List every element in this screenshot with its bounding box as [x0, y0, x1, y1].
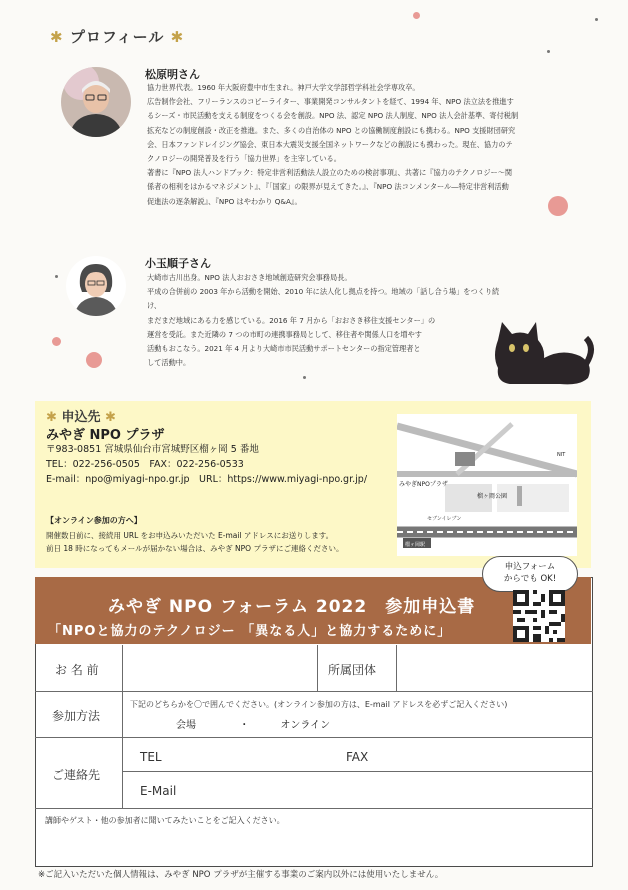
star-icon: ✱ [170, 28, 185, 46]
qr-code[interactable] [513, 590, 565, 642]
bio-line: して活動中。 [147, 358, 191, 368]
bubble-line: 申込フォーム [504, 562, 556, 572]
apply-org: みやぎ NPO プラザ [46, 428, 165, 443]
apply-email-url[interactable]: E-mail：npo@miyagi-npo.gr.jp URL：https://www.miyagi-npo.gr.jp/ [46, 474, 368, 485]
bio-line: 活動もおこなう。2021 年 4 月より大崎市市民活動サポートセンターの指定管理者と [147, 344, 421, 354]
profile-title [50, 26, 184, 47]
star-icon: ✱ [104, 410, 116, 425]
person1-name: 松原明さん [145, 68, 200, 81]
bio-line: 著書に『NPO 法人ハンドブック：特定非営利活動法人設立のための検討事項』、共著に『協力のテクノロジー〜関 [147, 168, 513, 178]
name-field[interactable] [123, 646, 316, 690]
map-station-label: 榴ヶ岡駅 [405, 542, 426, 548]
org-label: 所属団体 [328, 663, 377, 677]
profile-title-text: プロフィール [69, 28, 165, 46]
star-icon: ✱ [50, 28, 64, 46]
privacy-footer: ※ご記入いただいた個人情報は、みやぎ NPO プラザが主催する事業のご案内以外には使用いたしません。 [38, 870, 444, 880]
method-venue-option[interactable]: 会場 [176, 720, 196, 731]
bio-line: まだまだ地域にある力を感じている。2016 年 7 月から「おおさき移住支援センター」の [147, 315, 436, 325]
apply-title-text: 申込先 [61, 410, 101, 425]
avatar-kodama [66, 256, 126, 316]
person2-bio [147, 271, 507, 370]
tel-label: TEL [140, 750, 162, 764]
question-prompt: 講師やゲスト・他の参加者に聞いてみたいことをご記入ください。 [45, 816, 285, 825]
bio-line: 平成の合併前の 2003 年から活動を開始、2010 年に法人化し拠点を持つ。地域の「話し合う場」をつくり続け、 [147, 287, 500, 311]
decor-dot [413, 12, 420, 19]
form-subtitle: 「NPOと協力のテクノロジー 「異なる人」と協力するために」 [48, 624, 452, 639]
map-plaza-label: みやぎNPOプラザ [399, 481, 448, 488]
map-park-label: 榴ヶ岡公園 [477, 493, 508, 500]
bio-line: 会、日本ファンドレイジング協会、東日本大震災支援全国ネットワークなどの創設にも携わった。現在、協力のテ [147, 139, 513, 149]
bio-line: クノロジーの開発普及を行う「協力世界」を主宰している。 [147, 154, 341, 164]
decor-dot [52, 337, 61, 346]
question-field[interactable] [36, 828, 591, 864]
tel-field[interactable] [170, 740, 330, 770]
avatar-matsubara [61, 67, 131, 137]
online-line: 開催数日前に、接続用 URL をお申込みいただいた E-mail アドレスにお送りします。 [46, 531, 334, 540]
decor-dot [55, 275, 58, 278]
fax-label: FAX [346, 750, 369, 764]
method-label: 参加方法 [52, 709, 101, 723]
bio-line: 拡充などの制度創設・改正を推進。また、多くの自治体の NPO との協働制度創設にも携わる。NPO 支援財団研究 [147, 125, 516, 135]
apply-tel-fax: TEL：022-256-0505 FAX：022-256-0533 [46, 459, 244, 470]
bio-line: 促進法の逐条解説』、『NPO はやわかり Q&A』。 [147, 196, 302, 206]
bio-line: 広告制作会社、フリーランスのコピーライター、事業開発コンサルタントを経て、1994 年、NPO 法立法を推進す [147, 97, 514, 107]
bio-line: るシーズ・市民活動を支える制度をつくる会を創設。NPO 法、認定 NPO 法人制度、NPO 法人会計基準、寄付税制 [147, 111, 519, 121]
access-map [397, 414, 577, 556]
decor-dot [303, 376, 306, 379]
method-note: 下記のどちらかを〇で囲んでください。(オンライン参加の方は、E-mail アドレスを必ずご記入ください) [130, 700, 508, 709]
online-line: 前日 18 時になってもメールが届かない場合は、みやぎ NPO プラザにご連絡ください。 [46, 544, 344, 553]
method-separator: ・ [239, 720, 250, 731]
method-online-option[interactable]: オンライン [280, 720, 331, 731]
bio-line: 運営を受託。また近隣の 7 つの市町の連携事務局として、移住者や関係人口を増やす [147, 329, 422, 339]
contact-label: ご連絡先 [52, 768, 101, 782]
org-field[interactable] [397, 646, 590, 690]
name-label: お 名 前 [55, 663, 99, 677]
bio-line: 協力世界代表。1960 年大阪府豊中市生まれ。神戸大学文学部哲学科社会学専攻卒。 [147, 83, 420, 92]
decor-dot [547, 50, 550, 53]
form-title: みやぎ NPO フォーラム 2022 参加申込書 [108, 597, 476, 617]
decor-dot [595, 18, 598, 21]
decor-dot [86, 352, 102, 368]
apply-address: 〒983-0851 宮城県仙台市宮城野区榴ヶ岡 5 番地 [46, 444, 259, 455]
person2-name: 小玉順子さん [145, 257, 211, 270]
bio-line: 係者の相利をはかるマネジメント』、『「国家」の限界が見えてきた。』、『NPO 法コンメンタール―特定非営利活動 [147, 182, 509, 192]
fax-field[interactable] [375, 740, 585, 770]
cat-illustration [490, 318, 595, 386]
apply-contact [46, 442, 406, 487]
person1-bio [147, 81, 587, 209]
online-note [46, 529, 406, 555]
map-seven-label: セブンイレブン [427, 516, 462, 522]
online-form-bubble [482, 556, 578, 592]
bubble-line: からでも OK! [503, 574, 557, 584]
email-field[interactable] [190, 774, 585, 806]
map-nit-label: NIT [557, 452, 566, 458]
online-heading: 【オンライン参加の方へ】 [46, 516, 142, 525]
star-icon: ✱ [46, 410, 57, 425]
email-label: E-Mail [140, 784, 177, 798]
bio-line: 大崎市古川出身。NPO 法人おおさき地域創造研究会事務局長。 [147, 273, 352, 282]
method-options [176, 716, 330, 731]
apply-title [46, 406, 116, 425]
